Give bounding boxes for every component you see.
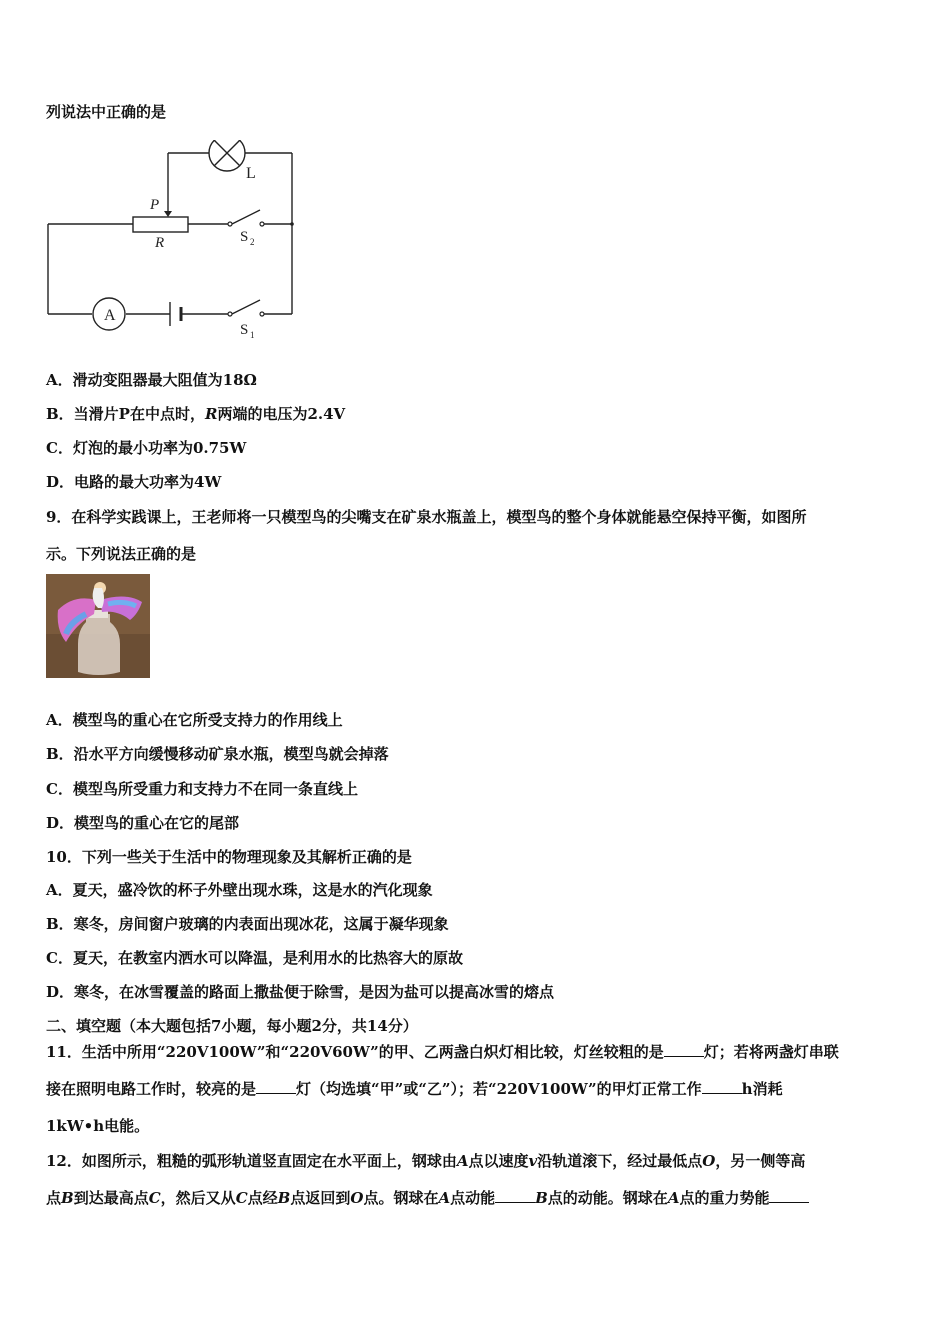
q10-option-a: A．夏天，盛冷饮的杯子外壁出现水珠，这是水的汽化现象	[46, 881, 433, 899]
switch2-subscript: 2	[250, 237, 255, 247]
q9-stem-line1: 9．在科学实践课上，王老师将一只模型鸟的尖嘴支在矿泉水瓶盖上，模型鸟的整个身体就能悬空保持平衡，如图所	[46, 508, 807, 526]
q10-stem: 10．下列一些关于生活中的物理现象及其解析正确的是	[46, 848, 412, 866]
slider-label: P	[150, 197, 160, 213]
q10-option-c: C．夏天，在教室内洒水可以降温，是利用水的比热容大的原故	[46, 949, 463, 967]
lamp-symbol	[209, 140, 245, 171]
circuit-diagram	[40, 140, 310, 350]
answer-blank	[664, 1042, 704, 1057]
q12-line1: 12．如图所示，粗糙的弧形轨道竖直固定在水平面上，钢球由A点以速度v沿轨道滚下，经过最低点O，另一侧等高	[46, 1152, 806, 1170]
q11-line1: 11．生活中所用“220V100W”和“220V60W”的甲、乙两盏白炽灯相比较，灯丝较粗的是 灯；若将两盏灯串联	[46, 1043, 839, 1061]
q11-line3: 1kW•h电能。	[46, 1117, 150, 1135]
switch1-subscript: 1	[250, 330, 255, 340]
q9-option-b: B．沿水平方向缓慢移动矿泉水瓶，模型鸟就会掉落	[46, 745, 389, 763]
q12-line2: 点B到达最高点C，然后又从C点经B点返回到O点。钢球在A点动能 B点的动能。钢球在A点的重力势能	[46, 1188, 809, 1208]
answer-blank	[495, 1188, 535, 1203]
q9-option-c: C．模型鸟所受重力和支持力不在同一条直线上	[46, 780, 358, 798]
ammeter-label: A	[104, 307, 116, 324]
resistor-symbol	[133, 217, 188, 232]
section-heading: 二、填空题（本大题包括7小题，每小题2分，共14分）	[46, 1017, 418, 1035]
slider-arrow-icon	[164, 211, 172, 217]
q8-option-c: C．灯泡的最小功率为0.75W	[46, 439, 247, 457]
q8-option-a: A．滑动变阻器最大阻值为18Ω	[46, 371, 257, 389]
q9-option-a: A．模型鸟的重心在它所受支持力的作用线上	[46, 711, 343, 729]
q10-option-b: B．寒冬，房间窗户玻璃的内表面出现冰花，这属于凝华现象	[46, 915, 449, 933]
battery-symbol	[170, 302, 181, 326]
resistor-label: R	[155, 235, 165, 251]
switch1-label: S	[240, 322, 249, 338]
lamp-label: L	[246, 165, 256, 182]
q8-option-b: B．当滑片P在中点时，R两端的电压为2.4V	[46, 405, 346, 423]
switch2-label: S	[240, 229, 249, 245]
answer-blank	[256, 1079, 296, 1094]
answer-blank	[769, 1188, 809, 1203]
model-bird-photo	[46, 574, 150, 678]
q8-stem-tail: 列说法中正确的是	[46, 103, 167, 121]
q9-stem-line2: 示。下列说法正确的是	[46, 545, 197, 563]
q11-line2: 接在照明电路工作时，较亮的是 灯（均选填“甲”或“乙”）；若“220V100W”的甲灯正常工作 h消耗	[46, 1080, 783, 1098]
q9-option-d: D．模型鸟的重心在它的尾部	[46, 814, 240, 832]
q8-option-d: D．电路的最大功率为4W	[46, 473, 222, 491]
answer-blank	[702, 1079, 742, 1094]
q10-option-d: D．寒冬，在冰雪覆盖的路面上撒盐便于除雪，是因为盐可以提高冰雪的熔点	[46, 983, 555, 1001]
